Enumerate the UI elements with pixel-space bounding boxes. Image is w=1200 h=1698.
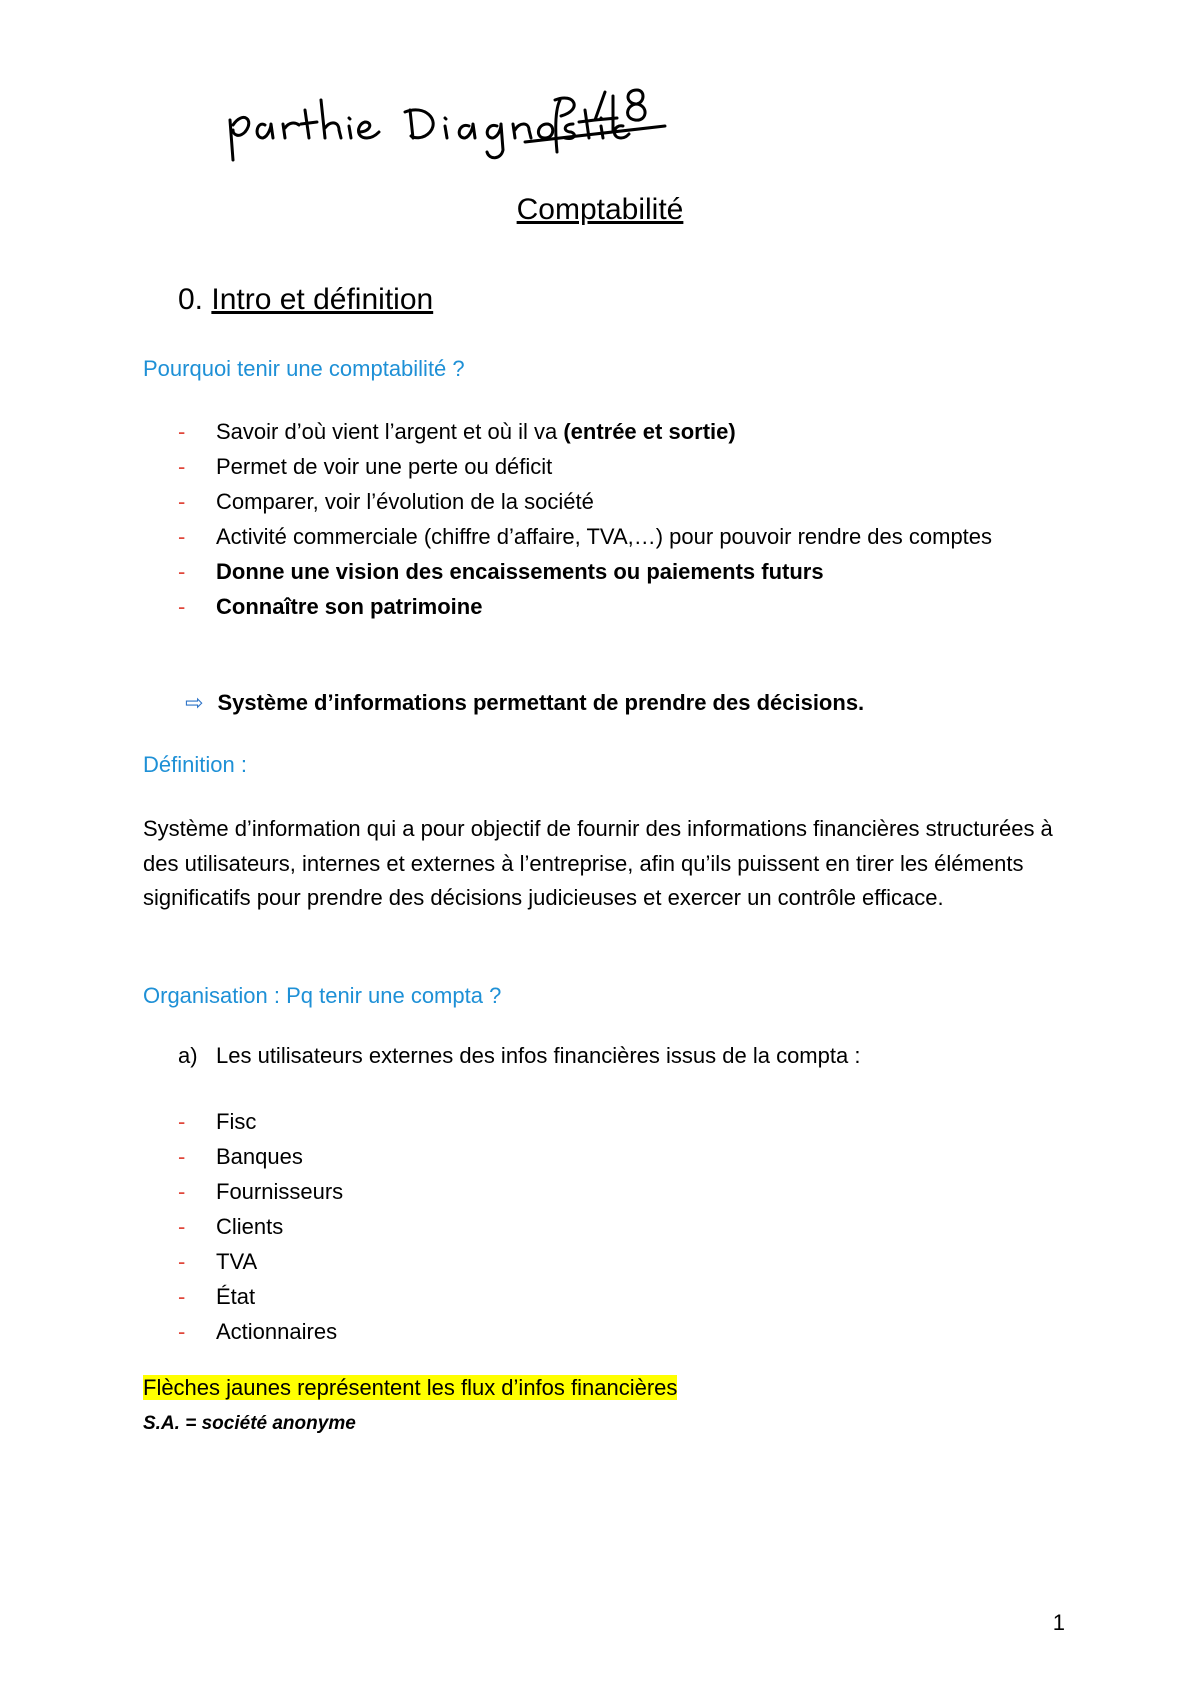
list-item xyxy=(178,1244,343,1279)
list-item-text: État xyxy=(216,1284,256,1309)
list-item xyxy=(178,449,1058,484)
list-item-text: Activité commerciale (chiffre d’affaire, TVA,…) pour pouvoir rendre des comptes xyxy=(216,524,993,549)
bullet-dash: - xyxy=(178,1319,186,1344)
bullet-dash: - xyxy=(178,1109,186,1134)
page-number: 1 xyxy=(1052,1610,1065,1635)
list-item xyxy=(178,1314,343,1349)
list-item-text: Fournisseurs xyxy=(216,1179,344,1204)
why-heading: Pourquoi tenir une comptabilité ? xyxy=(143,356,465,381)
list-item-text: Savoir d’où vient l’argent et où il va xyxy=(216,419,564,444)
bullet-dash: - xyxy=(178,559,186,584)
list-item-bold: (entrée et sortie) xyxy=(563,419,736,444)
bullet-dash: - xyxy=(178,524,186,549)
list-item xyxy=(178,1139,343,1174)
arrow-right-icon: ⇨ xyxy=(185,690,204,715)
highlighted-text: Flèches jaunes représentent les flux d’infos financières xyxy=(143,1375,678,1400)
abbreviation-note: S.A. = société anonyme xyxy=(143,1413,356,1434)
list-item xyxy=(178,519,1058,554)
list-item-text: Banques xyxy=(216,1144,303,1169)
bullet-dash: - xyxy=(178,454,186,479)
bullet-dash: - xyxy=(178,1284,186,1309)
list-item-text: Clients xyxy=(216,1214,284,1239)
section-number: 0. xyxy=(178,283,204,316)
bullet-dash: - xyxy=(178,1144,186,1169)
list-item xyxy=(178,414,1058,449)
list-item xyxy=(178,484,1058,519)
document-title: Comptabilité xyxy=(516,193,684,226)
section-heading xyxy=(178,283,433,317)
highlighted-note xyxy=(143,1375,677,1401)
definition-paragraph: Système d’information qui a pour objectif de fournir des informations financières structurées à des utilisateurs, internes et externes à l’entreprise, afin qu’ils puissent en tirer les éléments significatifs pour prendre des décisions judicieuses et exercer un contrôle efficace. xyxy=(143,816,1053,910)
external-users-list xyxy=(178,1104,343,1349)
bullet-dash: - xyxy=(178,1179,186,1204)
bullet-dash: - xyxy=(178,419,186,444)
list-item-text: TVA xyxy=(216,1249,258,1274)
list-item xyxy=(178,1104,343,1139)
sub-item-a xyxy=(178,1043,860,1069)
organisation-heading: Organisation : Pq tenir une compta ? xyxy=(143,983,502,1008)
why-list xyxy=(178,414,1058,624)
list-item-text: Fisc xyxy=(216,1109,257,1134)
list-item xyxy=(178,554,1058,589)
list-item xyxy=(178,589,1058,624)
list-item-text: Comparer, voir l’évolution de la société xyxy=(216,489,594,514)
bullet-dash: - xyxy=(178,489,186,514)
conclusion-line xyxy=(185,690,864,716)
conclusion-text: Système d’informations permettant de prendre des décisions. xyxy=(217,690,865,715)
sub-item-letter: a) xyxy=(178,1043,198,1068)
list-item-text: Permet de voir une perte ou déficit xyxy=(216,454,553,479)
bullet-dash: - xyxy=(178,594,186,619)
bullet-dash: - xyxy=(178,1214,186,1239)
list-item xyxy=(178,1279,343,1314)
list-item-text: Donne une vision des encaissements ou paiements futurs xyxy=(216,559,824,584)
list-item xyxy=(178,1174,343,1209)
list-item-text: Actionnaires xyxy=(216,1319,338,1344)
section-title-text: Intro et définition xyxy=(211,283,434,316)
sub-item-text: Les utilisateurs externes des infos financières issus de la compta : xyxy=(216,1043,861,1068)
list-item xyxy=(178,1209,343,1244)
list-item-text: Connaître son patrimoine xyxy=(216,594,483,619)
handwritten-note xyxy=(225,80,705,170)
definition-heading: Définition : xyxy=(143,752,247,777)
bullet-dash: - xyxy=(178,1249,186,1274)
